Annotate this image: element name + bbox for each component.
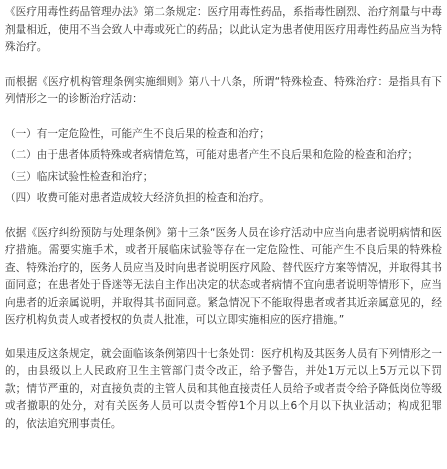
paragraph-drug-regulation: 《医疗用毒性药品管理办法》第二条规定：医疗用毒性药品，系指毒性剧烈、治疗剂量与中毒剂量相近，使用不当会致人中毒或死亡的药品；以此认定为患者使用医疗用毒性药品应当为特殊治疗。 [5, 6, 442, 53]
list-item: （二）由于患者体质特殊或者病情危笃，可能对患者产生不良后果和危险的检查和治疗； [5, 149, 419, 161]
list-item: （三）临床试验性检查和治疗； [5, 170, 154, 183]
criteria-list [5, 126, 442, 208]
list-item: （一）有一定危险性，可能产生不良后果的检查和治疗； [5, 127, 270, 140]
paragraph-special-treatment-definition: 而根据《医疗机构管理条例实施细则》第八十八条，所谓“特殊检查、特殊治疗：是指具有下列情形之一的诊断治疗活动： [5, 75, 442, 105]
paragraph-penalty: 如果违反这条规定，就会面临该条例第四十七条处罚：医疗机构及其医务人员有下列情形之一的，由县级以上人民政府卫生主管部门责令改正，给予警告，并处1万元以上5万元以下罚款；情节严重的，对直接负责的主管人员和其他直接责任人员给予或者责令给予降低岗位等级或者撤职的处分，对有关医务人员可以责令暂停1个月以上6个月以下执业活动；构成犯罪的，依法追究刑事责任。 [5, 347, 442, 430]
article-body [5, 4, 442, 433]
paragraph-informed-consent: 依据《医疗纠纷预防与处理条例》第十三条“医务人员在诊疗活动中应当向患者说明病情和医疗措施。需要实施手术，或者开展临床试验等存在一定危险性、可能产生不良后果的特殊检查、特殊治疗的，医务人员应当及时向患者说明医疗风险、替代医疗方案等情况，并取得其书面同意；在患者处于昏迷等无法自主作出决定的状态或者病情不宜向患者说明等情形下，应当向患者的近亲属说明，并取得其书面同意。紧急情况下不能取得患者或者其近亲属意见的，经医疗机构负责人或者授权的负责人批准，可以立即实施相应的医疗措施。” [5, 226, 442, 326]
list-item: （四）收费可能对患者造成较大经济负担的检查和治疗。 [5, 192, 270, 204]
